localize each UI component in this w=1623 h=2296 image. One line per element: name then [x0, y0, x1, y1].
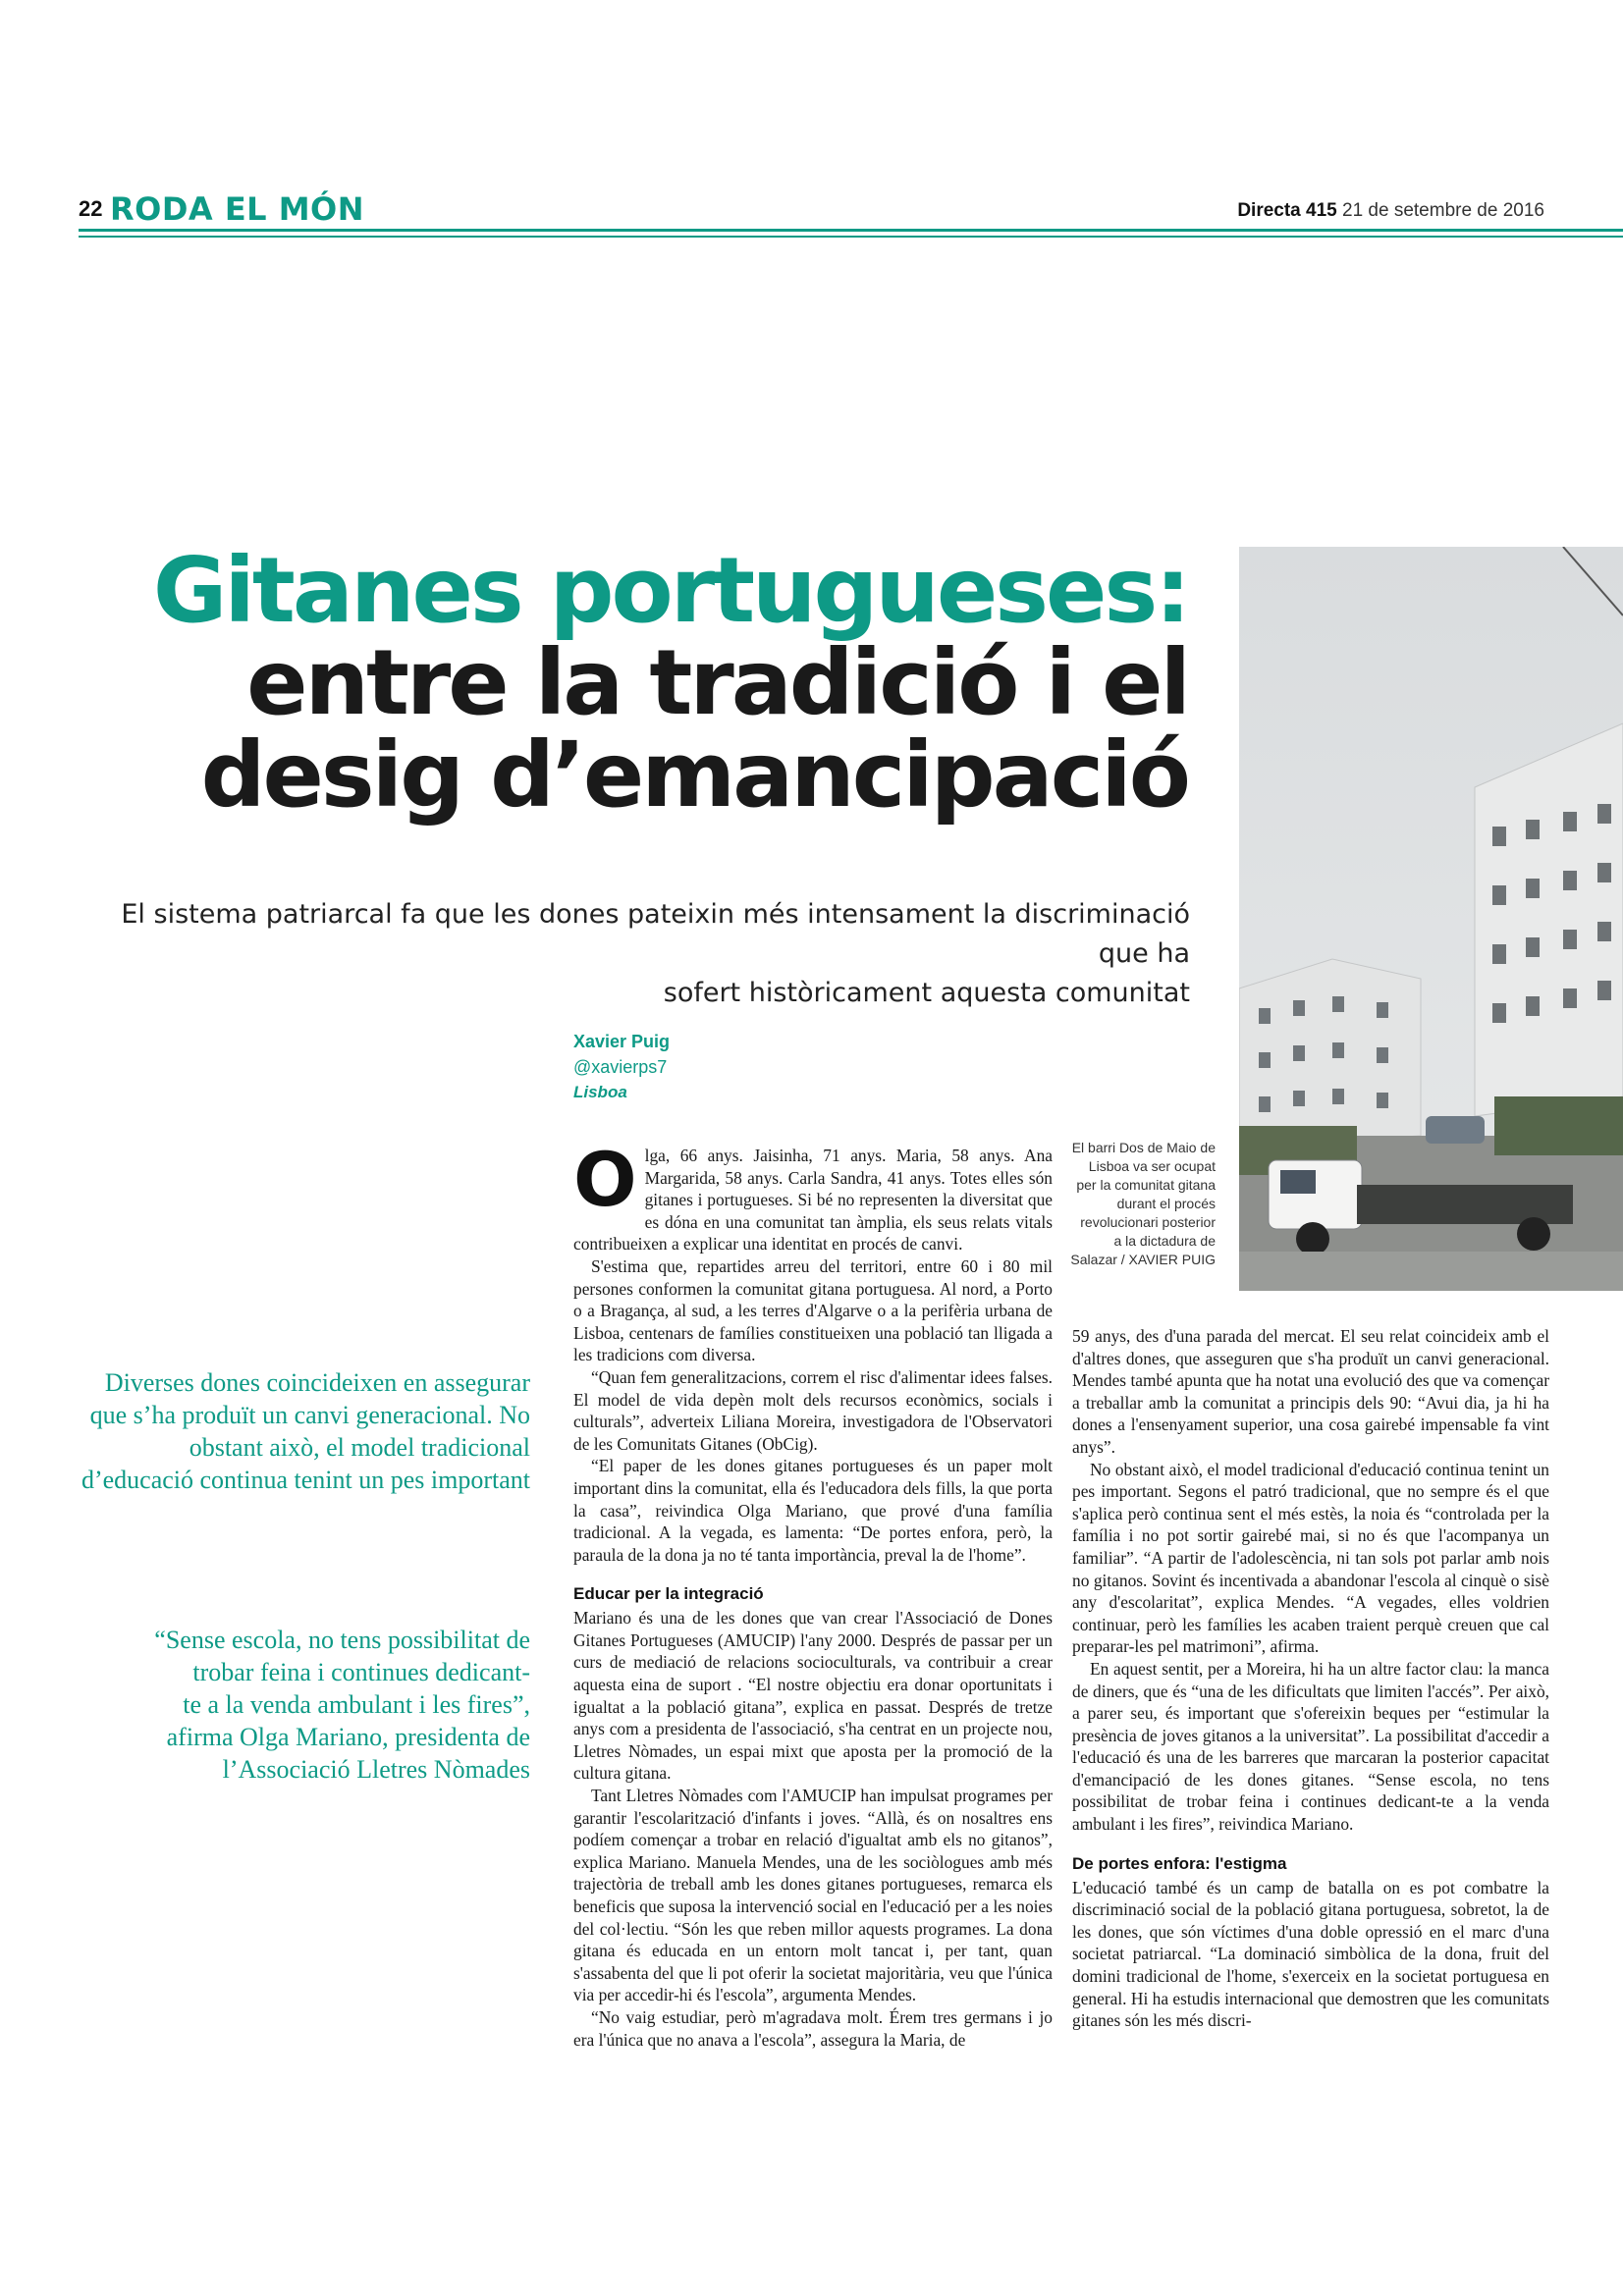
body-paragraph: S'estima que, repartides arreu del territori, entre 60 i 80 mil persones conformen la comunitat gitana portuguesa. Al nord, a Porto o a Bragança, al sud, a les terres d'Algarve o a la perifèria urbana de Lisboa, centenars de famílies constitueixen una població tan lligada a les tradicions com diversa. — [573, 1255, 1053, 1365]
pull-quote-2-line: l’Associació Lletres Nòmades — [222, 1755, 530, 1784]
title-line-3: desig d’emancipació — [200, 722, 1188, 828]
body-paragraph: No obstant això, el model tradicional d'educació continua tenint un pes important. Segons el patró tradicional, que no sempre és el que s'aplica però continua sent el més estès, la noia és “controlada per la família i no pot sortir gairebé mai, si no és que l'acompanya un familiar”. “A partir de l'adolescència, ni tan sols pot parlar amb nois no gitanos. Sovint és incentivada a abandonar l'escola al cinquè o sisè any d'escolaritat”, explica Mendes. “A vegades, elles voldrien continuar, però les famílies les acaben traient perquè creuen que cal preparar-les pel matrimoni”, afirma. — [1072, 1459, 1549, 1657]
pull-quote-1: Diverses dones coincideixen en assegurar que s’ha produït un canvi generacional. No obstant això, el model tradicional d’educació continua tenint un pes important — [81, 1368, 530, 1494]
housing-block-photo — [1239, 547, 1623, 1291]
body-paragraph — [573, 1136, 1053, 1255]
body-paragraph: “Quan fem generalitzacions, correm el risc d'alimentar idees falses. El model de vida depèn molt dels recursos econòmics, socials i culturals”, adverteix Liliana Moreira, investigadora de l'Observatori de les Comunitats Gitanes (ObCig). — [573, 1366, 1053, 1454]
body-paragraph: L'educació també és un camp de batalla on es pot combatre la discriminació social de la població gitana portuguesa, sobretot, la de les dones, que són víctimes d'una doble opressió en el marc d'una societat patriarcal. “La dominació simbòlica de la dona, fruit del domini tradicional de l'home, s'exerceix en la societat portuguesa en general. Hi ha estudis internacional que demostren que les comunitats gitanes són les més discri- — [1072, 1877, 1549, 2031]
body-paragraph: Tant Lletres Nòmades com l'AMUCIP han impulsat programes per garantir l'escolarització d'infants i joves. “Allà, és on nosaltres ens podíem començar a trobar en relació d'igualtat amb els no gitanos”, explica Mariano. Manuela Mendes, una de les sociòlogues amb més trajectòria de treball amb les dones gitanes portugueses, remarca els beneficis que suposa la intervenció social en l'educació per a les noies del col·lectiu. “Són les que reben millor aquests programes. La dona gitana és educada en un entorn molt tancat i, per tant, quan s'assabenta del que li pot oferir la societat majoritària, veu que l'única via per accedir-hi és l'escola”, argumenta Mendes. — [573, 1786, 1053, 2005]
subheading: De portes enfora: l'estigma — [1072, 1853, 1287, 1873]
article-photo — [1239, 547, 1623, 1291]
drop-cap: O — [573, 1136, 637, 1223]
title-line-1: Gitanes portugueses: — [152, 538, 1188, 643]
header-rule-bottom — [79, 236, 1623, 238]
byline — [573, 1029, 670, 1105]
dateline-location: Lisboa — [573, 1083, 627, 1101]
body-paragraph: Mariano és una de les dones que van crear l'Associació de Dones Gitanes Portugueses (AMUCIP) l'any 2000. Després de passar per un curs de mediació de relacions socioculturals, va contribuir a crear aquesta eina de suport . “El nostre objectiu era donar oportunitats i igualtat a la població gitana”, explica en passat. Després de tretze anys com a presidenta de l'associació, s'ha centrat en un projecte nou, Lletres Nòmades, un espai mixt que aposta per la promoció de la cultura gitana. — [573, 1608, 1053, 1784]
body-column-1 — [573, 1136, 1053, 2051]
page-number: 22 — [79, 196, 103, 221]
pull-quote-2 — [79, 1624, 530, 1786]
photo-caption: El barri Dos de Maio de Lisboa va ser ocupat per la comunitat gitana durant el procés revolucionari posterior a la dictadura de Salazar / XAVIER PUIG — [1070, 1140, 1216, 1267]
body-column-2 — [1072, 1325, 1549, 2032]
body-paragraph: “No vaig estudiar, però m'agradava molt. Érem tres germans i jo era l'única que no anava a l'escola”, assegura la Maria, de — [573, 2006, 1053, 2050]
section-title: RODA EL MÓN — [110, 190, 365, 228]
subheading: Educar per la integració — [573, 1584, 764, 1604]
paragraph-text: lga, 66 anys. Jaisinha, 71 anys. Maria, 58 anys. Ana Margarida, 58 anys. Carla Sandra, 41 anys. Totes elles són gitanes i portugueses. Si bé no representen la diversitat que es dóna en una comunitat tan àmplia, els seus relats vitals contribueixen a explicar una identitat en procés de canvi. — [573, 1146, 1053, 1255]
body-paragraph: 59 anys, des d'una parada del mercat. El seu relat coincideix amb el d'altres dones, que asseguren que s'ha produït un canvi generacional. Mendes també apunta que ha notat una evolució des que va començar a treballar amb la comunitat a principis dels 90: “Avui dia, ja hi ha dones a l'ensenyament superior, una cosa gairebé impensable fa vint anys”. — [1072, 1326, 1549, 1457]
article-subtitle — [98, 895, 1190, 1013]
title-line-2: entre la tradició i el — [246, 630, 1188, 735]
pull-quote-2-line: afirma Olga Mariano, presidenta de — [166, 1723, 530, 1751]
body-paragraph: “El paper de les dones gitanes portugueses és un paper molt important dins la comunitat, ella és l'educadora dels fills, la que porta la casa”, reivindica Olga Mariano, que prové d'una família tradicional. A la vegada, es lamenta: “De portes enfora, però, la paraula de la dona ja no té tanta importància, preval la de l'home”. — [573, 1456, 1053, 1565]
pull-quote-2-line: te a la venda ambulant i les fires”, — [183, 1690, 530, 1719]
subtitle-line-2: sofert històricament aquesta comunitat — [663, 978, 1190, 1008]
subtitle-line-1: El sistema patriarcal fa que les dones pateixin més intensament la discriminació que ha — [121, 899, 1190, 969]
issue-date: 21 de setembre de 2016 — [1342, 200, 1544, 221]
article-title — [79, 538, 1188, 828]
author-handle: @xavierps7 — [573, 1057, 668, 1077]
body-paragraph: En aquest sentit, per a Moreira, hi ha un altre factor clau: la manca de diners, que és “una de les dificultats que limiten l'accés”. Per això, a parer seu, és important que s'ofereixin beques per “estimular la presència de joves gitanos a la universitat”. La possibilitat d'accedir a l'educació és una de les barreres que marcaran la posterior capacitat d'emancipació de les dones gitanes. “Sense escola, no tens possibilitat de trobar feina i continues dedicant-te a la venda ambulant i les fires”, reivindica Mariano. — [1072, 1658, 1549, 1835]
pull-quote-2-line: “Sense escola, no tens possibilitat de — [154, 1626, 530, 1654]
header-rule-top — [79, 229, 1623, 232]
issue-info — [1237, 200, 1544, 222]
pull-quote-2-line: trobar feina i continues dedicant- — [192, 1658, 530, 1686]
publication-name: Directa 415 — [1237, 200, 1337, 221]
author-name: Xavier Puig — [573, 1032, 671, 1051]
